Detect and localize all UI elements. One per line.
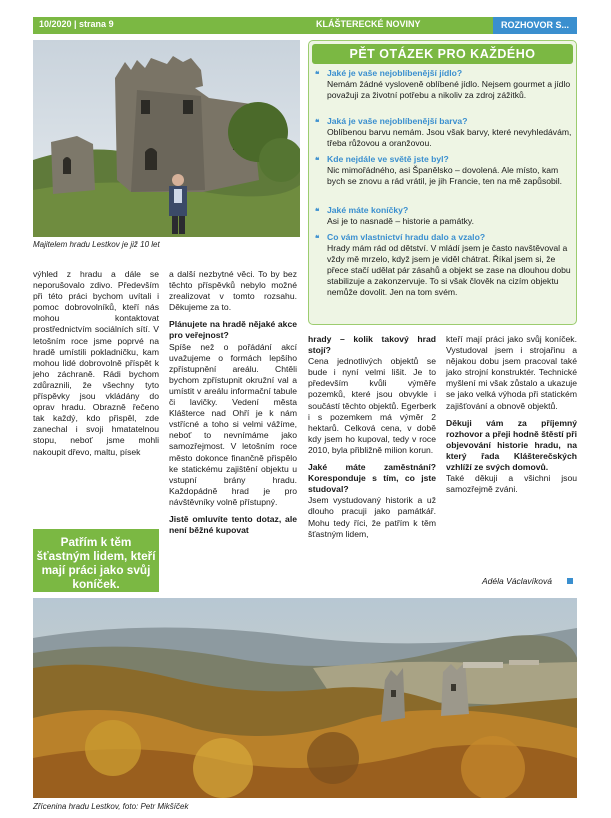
question: Jaké máte koníčky?: [327, 205, 409, 215]
author-signature: Adéla Václavíková: [482, 576, 552, 586]
photo1-caption: Majitelem hradu Lestkov je již 10 let: [33, 240, 160, 249]
page-header: [33, 17, 577, 34]
question: Jaké je vaše nejoblíbenější jídlo?: [327, 68, 463, 78]
paragraph: Také děkuji a všichni jsou samozřejmě zváni.: [446, 473, 577, 495]
answer: Hrady mám rád od dětství. V mládí jsem je často navštěvoval a vždy mě mrzelo, když jsem je viděl chátrat. Říkal jsem si, že přece stačí udělat pár zásahů a objekt se zase na dlouhou dobu stabilizuje a zakonzervuje. To si však člověk na cizím objektu nemůže dovolit. Jen na tom svém.: [327, 243, 571, 297]
speech-bubble-icon: ❝: [315, 207, 320, 216]
speech-bubble-icon: ❝: [315, 234, 320, 243]
issue-number: 10/2020 | strana 9: [39, 19, 114, 29]
article-column-3: [308, 334, 436, 540]
answer: Nic mimořádného, asi Španělsko – dovolená. Ale místo, kam bych se znovu a rád vrátil, je jih Francie, ten na mě zapůsobil.: [327, 165, 563, 186]
photo2-caption: Zřícenina hradu Lestkov, foto: Petr Mikšíček: [33, 802, 189, 811]
paragraph: Jsem vystudovaný historik a už dlouho pracuji jako památkář. Mohu tedy říci, že patřím k těm šťastným lidem,: [308, 495, 436, 539]
five-questions-box: [308, 40, 577, 325]
box-title: PĚT OTÁZEK PRO KAŽDÉHO: [312, 44, 573, 64]
interview-question: Děkuji vám za příjemný rozhovor a přeji hodně štěstí při objevování historie hradu, na který řada Klášterečských vzhlíží ze svých domovů.: [446, 417, 577, 473]
castle-landscape-photo: [33, 598, 577, 798]
qa-item: [315, 232, 573, 298]
question: Co vám vlastnictví hradu dalo a vzalo?: [327, 232, 486, 242]
qa-item: [315, 154, 573, 187]
qa-item: [315, 68, 573, 101]
paragraph: a další nezbytné věci. To by bez těchto příspěvků nebylo možné zrealizovat v tomto rozsahu. Děkujeme za to.: [169, 269, 297, 313]
answer: Nemám žádné vysloveně oblíbené jídlo. Nejsem gourmet a jídlo považuji za životní potřebu a nikoliv za zdroj zážitků.: [327, 79, 571, 100]
article-column-4: [446, 334, 577, 495]
speech-bubble-icon: ❝: [315, 156, 320, 165]
article-column-1: [33, 269, 159, 458]
end-mark: [567, 578, 573, 584]
paragraph: Cena jednotlivých objektů se bude i nyní velmi lišit. Je to především kvůli výměře pozemků, které jsou obvykle i součástí těchto objektů. Egerberk i s pozemkem má výměr 2 hektarů. Celková cena, v době kdy jsem ho kupoval, tedy v roce 2010, byla přibližně milion korun.: [308, 356, 436, 455]
paragraph: kteří mají práci jako svůj koníček. Vystudoval jsem i strojařinu a nějakou dobu jsem pracoval také jako strojní konstruktér. Technické myšlení mi však zůstalo a ukazuje se jako velká výhoda při statickém zajišťování a obnově objektů.: [446, 334, 577, 411]
qa-item: [315, 116, 573, 149]
speech-bubble-icon: ❝: [315, 70, 320, 79]
paragraph: výhled z hradu a dále se neporušovalo zdivo. Především při této práci bychom uvítali i pomoc dobrovolníků, kteří nás mohou kontaktovat prostřednictvím sociálních sítí. V letošním roce jsme poprvé na hradě umístili pokladničku, kam mohou lidé dobrovolně příspět k jeho záchraně. Rádi bychom zdůraznili, že všechny tyto příspěvky jsou vkládány do oprav hradu. Obrazně řečeno tak každý, kdo přispěl, zde zanechal i svoji hmatatelnou stopu, neboť jsme mohli nakoupit dřevo, maltu, písek: [33, 269, 159, 457]
qa-item: [315, 205, 573, 227]
newspaper-name: KLÁŠTERECKÉ NOVINY: [316, 19, 421, 29]
interview-question: Jistě omluvíte tento dotaz, ale není běžné kupovat: [169, 513, 297, 536]
speech-bubble-icon: ❝: [315, 118, 320, 127]
answer: Asi je to nasnadě – historie a památky.: [327, 216, 474, 226]
section-label: ROZHOVOR S...: [493, 17, 577, 34]
interview-question: Jaké máte zaměstnání? Korespondujе s tím, co jste studoval?: [308, 462, 436, 495]
answer: Oblíbenou barvu nemám. Jsou však barvy, které nevyhledávám, třeba růžovou a oranžovou.: [327, 127, 572, 148]
pull-quote: Patřím k těm šťastným lidem, kteří mají práci jako svůj koníček.: [33, 529, 159, 592]
paragraph: Spíše než o pořádání akcí uvažujeme o formách lepšího zpřístupnění areálu. Chtěli bychom zpřístupnit okružní val a umístit v areálu informační tabule či lavičky. Vedení města Klášterce nad Ohří je k nám vstřícné a toho si velmi vážíme, neboť to nevnímáme jako samozřejmost. V letošním roce město dokonce finančně přispělo ke statickému zajištění objektu u vstupní brány hradu. Každopádně hrad je pro návštěvníky volně přístupný.: [169, 341, 297, 507]
question: Jaká je vaše nejoblíbenější barva?: [327, 116, 468, 126]
interview-question: Plánujete na hradě nějaké akce pro veřejnost?: [169, 319, 297, 341]
interview-question: hrady – kolik takový hrad stojí?: [308, 334, 436, 356]
article-column-2: [169, 269, 297, 536]
castle-owner-photo: [33, 40, 300, 237]
question: Kde nejdále ve světě jste byl?: [327, 154, 449, 164]
